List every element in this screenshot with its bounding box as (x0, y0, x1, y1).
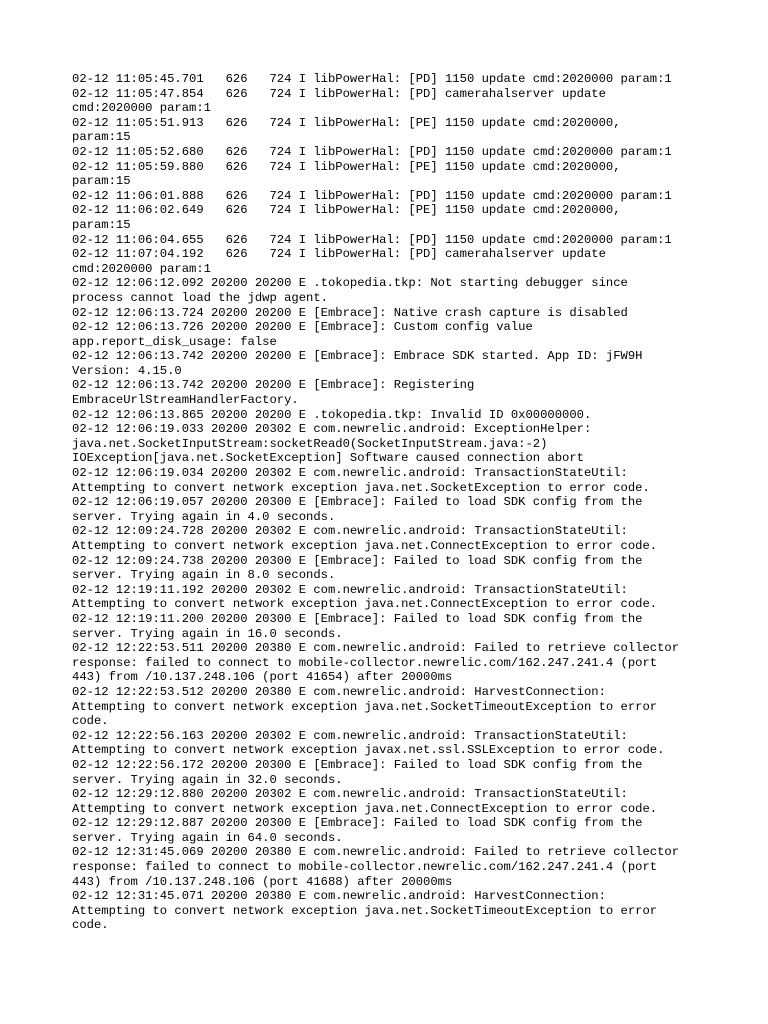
log-line: param:15 (72, 130, 131, 145)
log-line: java.net.SocketInputStream:socketRead0(SocketInputStream.java:-2) (72, 436, 548, 451)
log-line: param:15 (72, 217, 131, 232)
log-line: server. Trying again in 64.0 seconds. (72, 830, 343, 845)
log-line: Attempting to convert network exception java.net.SocketTimeoutException to error (72, 699, 658, 714)
log-line: Attempting to convert network exception java.net.ConnectException to error code. (72, 801, 658, 816)
log-line: 443) from /10.137.248.106 (port 41688) after 20000ms (72, 874, 453, 889)
log-line: Attempting to convert network exception java.net.ConnectException to error code. (72, 597, 658, 612)
log-line: server. Trying again in 16.0 seconds. (72, 626, 343, 641)
log-line: 02-12 12:06:13.726 20200 20200 E [Embrace]: Custom config value (72, 320, 533, 335)
log-line: code. (72, 714, 109, 729)
log-line: 02-12 11:06:02.649 626 724 I libPowerHal: [PE] 1150 update cmd:2020000, (72, 203, 621, 218)
log-line: 02-12 12:22:53.511 20200 20380 E com.newrelic.android: Failed to retrieve collector (72, 641, 680, 656)
log-line: 02-12 11:05:52.680 626 724 I libPowerHal: [PD] 1150 update cmd:2020000 param:1 (72, 144, 672, 159)
log-line: IOException[java.net.SocketException] Software caused connection abort (72, 451, 584, 466)
log-line: cmd:2020000 param:1 (72, 101, 211, 116)
log-line: 02-12 12:29:12.887 20200 20300 E [Embrace]: Failed to load SDK config from the (72, 816, 643, 831)
log-line: 02-12 12:31:45.071 20200 20380 E com.newrelic.android: HarvestConnection: (72, 889, 606, 904)
log-line: server. Trying again in 4.0 seconds. (72, 509, 336, 524)
log-line: 02-12 12:22:56.163 20200 20302 E com.newrelic.android: TransactionStateUtil: (72, 728, 628, 743)
log-line: cmd:2020000 param:1 (72, 261, 211, 276)
log-line: 02-12 12:06:19.034 20200 20302 E com.newrelic.android: TransactionStateUtil: (72, 466, 628, 481)
log-line: response: failed to connect to mobile-collector.newrelic.com/162.247.241.4 (port (72, 860, 658, 875)
log-line: 02-12 12:22:53.512 20200 20380 E com.newrelic.android: HarvestConnection: (72, 684, 606, 699)
log-line: 02-12 12:06:13.742 20200 20200 E [Embrace]: Registering (72, 378, 475, 393)
log-line: Version: 4.15.0 (72, 363, 182, 378)
log-line: 02-12 11:06:04.655 626 724 I libPowerHal: [PD] 1150 update cmd:2020000 param:1 (72, 232, 672, 247)
log-line: Attempting to convert network exception java.net.SocketTimeoutException to error (72, 903, 658, 918)
log-line: code. (72, 918, 109, 933)
log-line: EmbraceUrlStreamHandlerFactory. (72, 393, 299, 408)
log-line: process cannot load the jdwp agent. (72, 290, 328, 305)
log-line: param:15 (72, 174, 131, 189)
log-line: 02-12 12:06:19.057 20200 20300 E [Embrace]: Failed to load SDK config from the (72, 495, 643, 510)
log-line: app.report_disk_usage: false (72, 334, 277, 349)
log-line: 02-12 12:09:24.728 20200 20302 E com.newrelic.android: TransactionStateUtil: (72, 524, 628, 539)
log-line: server. Trying again in 8.0 seconds. (72, 568, 336, 583)
log-line: 02-12 12:19:11.192 20200 20302 E com.newrelic.android: TransactionStateUtil: (72, 582, 628, 597)
log-line: 02-12 11:06:01.888 626 724 I libPowerHal: [PD] 1150 update cmd:2020000 param:1 (72, 188, 672, 203)
log-line: 02-12 12:19:11.200 20200 20300 E [Embrace]: Failed to load SDK config from the (72, 611, 643, 626)
log-line: 02-12 11:05:45.701 626 724 I libPowerHal: [PD] 1150 update cmd:2020000 param:1 (72, 72, 672, 86)
log-line: 02-12 11:07:04.192 626 724 I libPowerHal: [PD] camerahalserver update (72, 247, 606, 262)
log-document (72, 72, 712, 933)
log-line: 02-12 12:06:13.724 20200 20200 E [Embrace]: Native crash capture is disabled (72, 305, 628, 320)
log-line: 443) from /10.137.248.106 (port 41654) after 20000ms (72, 670, 453, 685)
log-line: response: failed to connect to mobile-collector.newrelic.com/162.247.241.4 (port (72, 655, 658, 670)
log-line: 02-12 11:05:51.913 626 724 I libPowerHal: [PE] 1150 update cmd:2020000, (72, 115, 621, 130)
log-line: 02-12 12:06:19.033 20200 20302 E com.newrelic.android: ExceptionHelper: (72, 422, 592, 437)
log-line: 02-12 12:31:45.069 20200 20380 E com.newrelic.android: Failed to retrieve collector (72, 845, 680, 860)
log-line: Attempting to convert network exception java.net.ConnectException to error code. (72, 539, 658, 553)
log-line: 02-12 11:05:59.880 626 724 I libPowerHal: [PE] 1150 update cmd:2020000, (72, 159, 621, 174)
log-line: 02-12 12:29:12.880 20200 20302 E com.newrelic.android: TransactionStateUtil: (72, 787, 628, 802)
log-line: 02-12 12:22:56.172 20200 20300 E [Embrace]: Failed to load SDK config from the (72, 757, 643, 772)
log-line: 02-12 11:05:47.854 626 724 I libPowerHal: [PD] camerahalserver update (72, 86, 606, 101)
log-line: 02-12 12:09:24.738 20200 20300 E [Embrace]: Failed to load SDK config from the (72, 553, 643, 568)
log-line: 02-12 12:06:13.742 20200 20200 E [Embrace]: Embrace SDK started. App ID: jFW9H (72, 349, 643, 364)
log-line: 02-12 12:06:12.092 20200 20200 E .tokopedia.tkp: Not starting debugger since (72, 276, 628, 291)
log-line: Attempting to convert network exception java.net.SocketException to error code. (72, 480, 650, 495)
log-line: 02-12 12:06:13.865 20200 20200 E .tokopedia.tkp: Invalid ID 0x00000000. (72, 407, 592, 422)
log-line: Attempting to convert network exception javax.net.ssl.SSLException to error code. (72, 743, 665, 758)
log-line: server. Trying again in 32.0 seconds. (72, 772, 343, 787)
